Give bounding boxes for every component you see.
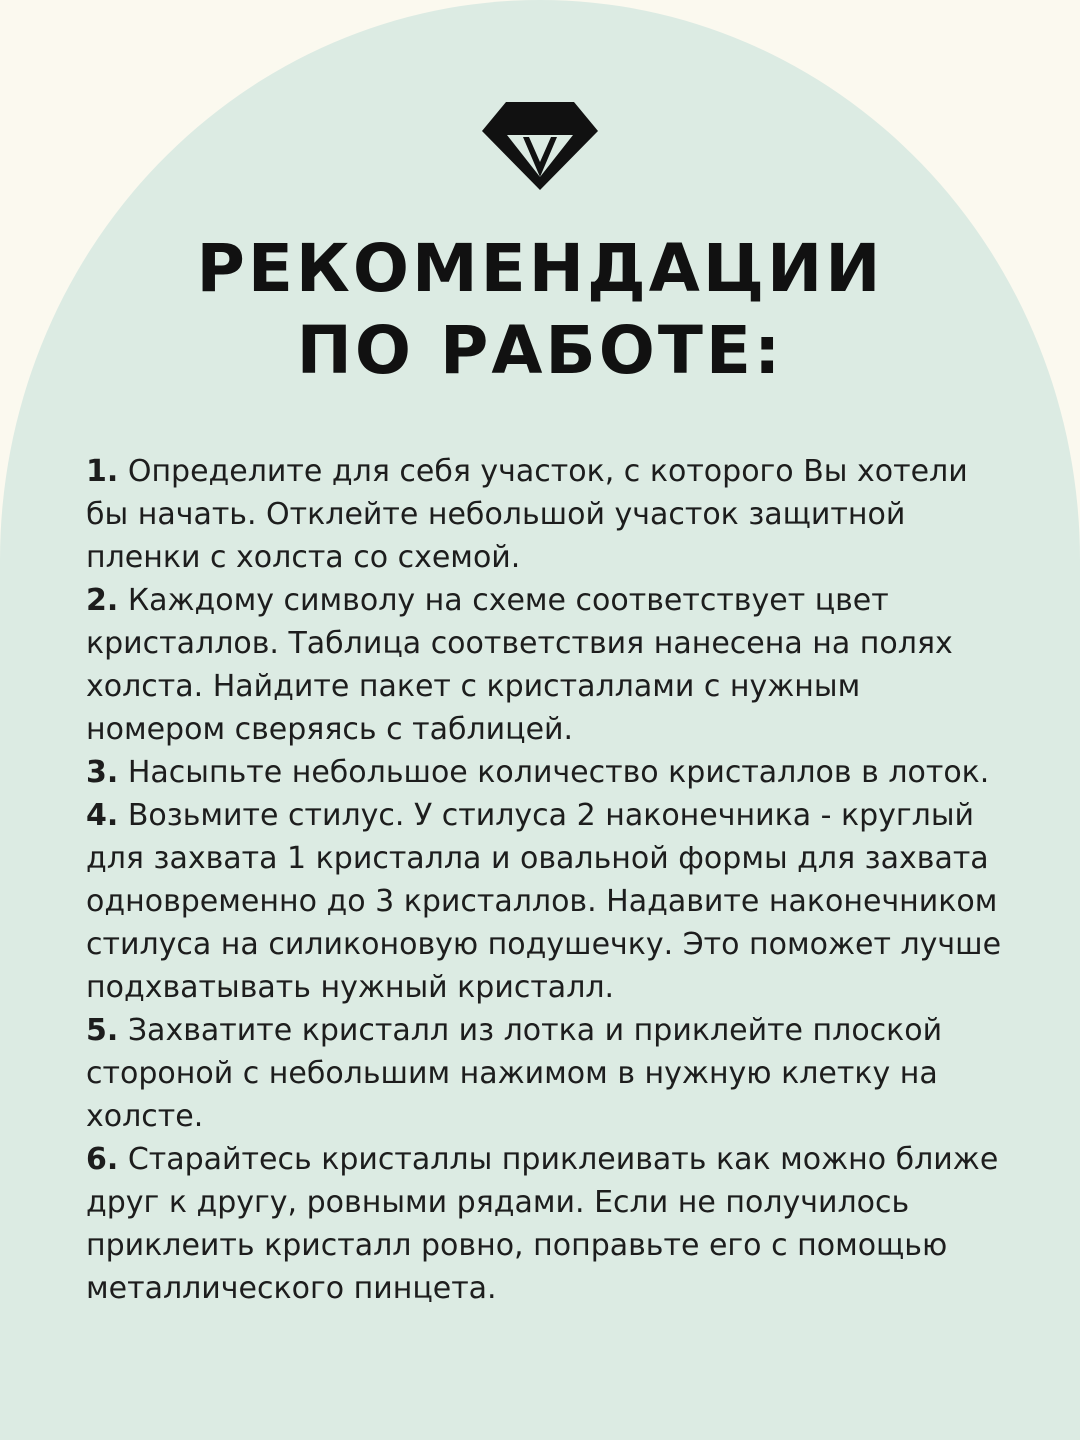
step-6	[86, 1138, 1006, 1310]
steps-list	[86, 450, 1006, 1310]
step-2	[86, 579, 1006, 751]
step-number: 6.	[86, 1142, 119, 1177]
step-text: Возьмите стилус. У стилуса 2 наконечника - круглый для захвата 1 кристалла и овальной формы для захвата одновременно до 3 кристаллов. Надавите наконечником стилуса на силиконовую подушечку. Это поможет лучше подхватывать нужный кристалл.	[86, 798, 1002, 1005]
step-5	[86, 1009, 1006, 1138]
page-title	[0, 228, 1080, 392]
step-number: 4.	[86, 798, 119, 833]
diamond-icon	[478, 98, 602, 194]
step-number: 2.	[86, 583, 119, 618]
step-text: Захватите кристалл из лотка и приклейте плоской стороной с небольшим нажимом в нужную клетку на холсте.	[86, 1013, 943, 1134]
step-text: Каждому символу на схеме соответствует цвет кристаллов. Таблица соответствия нанесена на полях холста. Найдите пакет с кристаллами с нужным номером сверяясь с таблицей.	[86, 583, 953, 747]
step-text: Определите для себя участок, с которого Вы хотели бы начать. Отклейте небольшой участок защитной пленки с холста со схемой.	[86, 454, 968, 575]
step-1	[86, 450, 1006, 579]
step-number: 1.	[86, 454, 119, 489]
step-text: Старайтесь кристаллы приклеивать как можно ближе друг к другу, ровными рядами. Если не получилось приклеить кристалл ровно, поправьте его с помощью металлического пинцета.	[86, 1142, 999, 1306]
step-4	[86, 794, 1006, 1009]
title-line-2: ПО РАБОТЕ:	[296, 312, 784, 389]
title-line-1: РЕКОМЕНДАЦИИ	[196, 230, 884, 307]
step-text: Насыпьте небольшое количество кристаллов в лоток.	[127, 755, 990, 790]
step-number: 3.	[86, 755, 119, 790]
step-3	[86, 751, 1006, 794]
step-number: 5.	[86, 1013, 119, 1048]
